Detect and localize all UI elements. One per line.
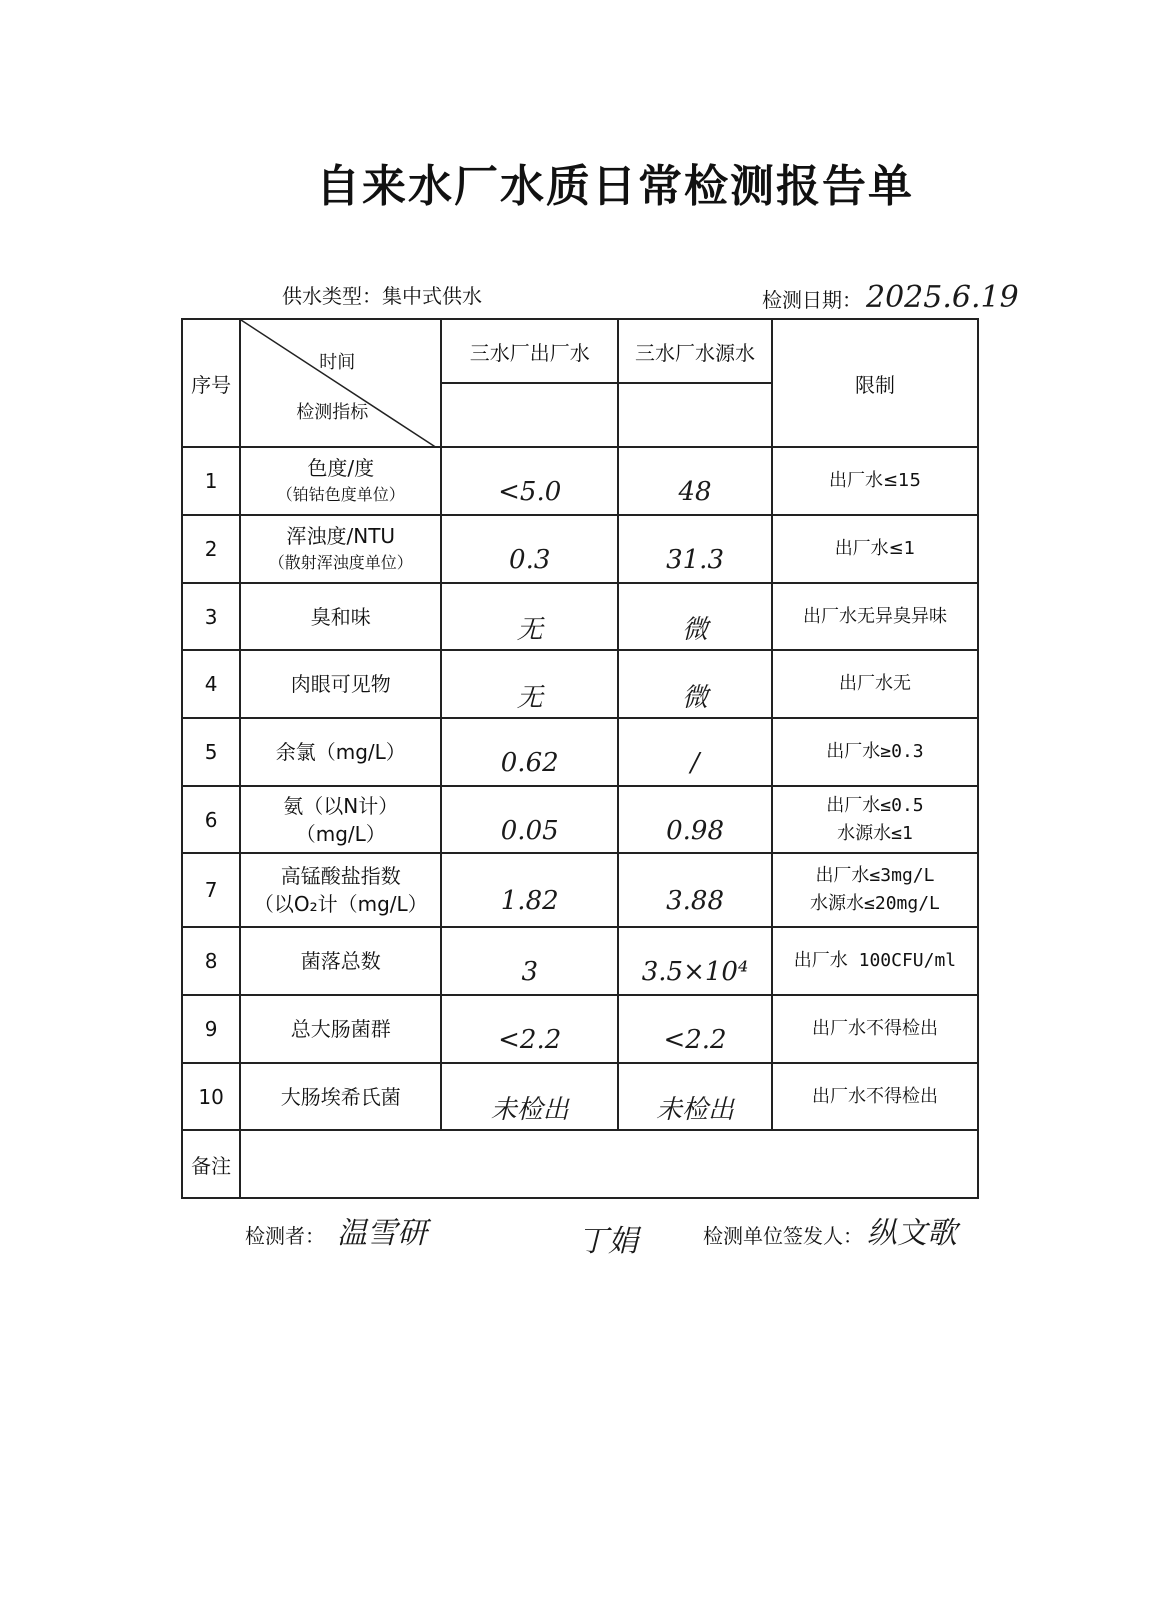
row-item xyxy=(240,927,441,995)
row-value-col2 xyxy=(618,786,772,853)
table-row xyxy=(182,650,978,718)
item-name: 臭和味 xyxy=(310,604,371,629)
row-value-col2 xyxy=(618,1063,772,1130)
value-col1: 无 xyxy=(516,615,543,645)
row-limit xyxy=(772,853,978,927)
row-item xyxy=(240,995,441,1063)
report-title: 自来水厂水质日常检测报告单 xyxy=(316,161,914,212)
row-seq: 5 xyxy=(182,718,240,786)
table-row xyxy=(182,583,978,650)
row-value-col1 xyxy=(441,1063,618,1130)
row-value-col2 xyxy=(618,650,772,718)
item-name: 氨（以N计） xyxy=(283,793,399,818)
diagonal-line xyxy=(241,320,437,448)
header-seq: 序号 xyxy=(182,319,240,447)
value-col2: 微 xyxy=(682,615,709,645)
item-unit: （以O₂计（mg/L） xyxy=(253,892,428,916)
row-value-col1 xyxy=(441,995,618,1063)
row-item xyxy=(240,853,441,927)
test-date xyxy=(762,280,1019,315)
row-value-col1 xyxy=(441,786,618,853)
issuer-signature: 纵文歌 xyxy=(867,1216,957,1251)
tester-signature: 温雪研 xyxy=(337,1216,427,1251)
limit-line: 水源水≤1 xyxy=(837,822,913,844)
row-value-col2 xyxy=(618,718,772,786)
item-name: 色度/度 xyxy=(307,456,375,480)
row-item xyxy=(240,447,441,515)
limit-line: 出厂水无异臭异味 xyxy=(802,605,947,627)
row-seq: 3 xyxy=(182,583,240,650)
row-seq: 1 xyxy=(182,447,240,515)
limit-line: 出厂水不得检出 xyxy=(811,1018,938,1039)
row-value-col2 xyxy=(618,583,772,650)
test-date-label: 检测日期： xyxy=(762,288,862,312)
row-item xyxy=(240,1063,441,1130)
value-col2: 未检出 xyxy=(656,1095,735,1125)
table-row xyxy=(182,515,978,583)
table-row xyxy=(182,447,978,515)
header-col1: 三水厂出厂水 xyxy=(441,319,618,383)
supply-type xyxy=(282,280,482,309)
limit-line: 出厂水≤15 xyxy=(828,470,921,491)
test-date-value: 2025.6.19 xyxy=(866,280,1019,315)
row-value-col1 xyxy=(441,927,618,995)
item-name: 高锰酸盐指数 xyxy=(280,864,401,888)
supply-type-label: 供水类型： xyxy=(282,284,382,308)
row-value-col1 xyxy=(441,650,618,718)
table-row xyxy=(182,995,978,1063)
row-value-col2 xyxy=(618,853,772,927)
remarks-value xyxy=(240,1130,978,1198)
header-diagonal-cell xyxy=(240,319,441,447)
item-unit: （铂钴色度单位） xyxy=(276,485,405,504)
value-col2: 0.98 xyxy=(666,815,724,846)
value-col2: <2.2 xyxy=(663,1025,727,1055)
header-col1-blank xyxy=(441,383,618,447)
item-name: 肉眼可见物 xyxy=(290,672,391,696)
header-indicator: 检测指标 xyxy=(296,402,369,423)
row-limit xyxy=(772,995,978,1063)
row-value-col2 xyxy=(618,447,772,515)
header-row-1 xyxy=(182,319,978,383)
value-col2: 3.88 xyxy=(666,886,724,916)
results-table xyxy=(181,318,979,1199)
item-name: 余氯（mg/L） xyxy=(275,740,406,764)
value-col1: <5.0 xyxy=(498,477,562,507)
row-limit xyxy=(772,447,978,515)
row-value-col2 xyxy=(618,927,772,995)
row-item xyxy=(240,650,441,718)
limit-line: 水源水≤20mg/L xyxy=(810,893,940,914)
row-value-col2 xyxy=(618,995,772,1063)
header-col2-blank xyxy=(618,383,772,447)
supply-type-value: 集中式供水 xyxy=(382,284,482,308)
row-item xyxy=(240,583,441,650)
value-col2: 微 xyxy=(682,682,709,713)
value-col1: <2.2 xyxy=(498,1025,562,1055)
table-row xyxy=(182,927,978,995)
value-col2: 31.3 xyxy=(666,545,724,575)
remarks-row xyxy=(182,1130,978,1198)
row-limit xyxy=(772,718,978,786)
header-time: 时间 xyxy=(319,352,356,373)
table-row xyxy=(182,853,978,927)
row-value-col1 xyxy=(441,583,618,650)
row-seq: 7 xyxy=(182,853,240,927)
row-seq: 9 xyxy=(182,995,240,1063)
item-name: 总大肠菌群 xyxy=(290,1017,391,1041)
value-col1: 无 xyxy=(516,682,543,713)
limit-line: 出厂水 100CFU/ml xyxy=(793,950,957,971)
table-row xyxy=(182,718,978,786)
table-row xyxy=(182,786,978,853)
row-item xyxy=(240,786,441,853)
limit-line: 出厂水≥0.3 xyxy=(826,741,924,762)
value-col1: 0.62 xyxy=(500,748,559,778)
item-unit: （mg/L） xyxy=(295,821,386,846)
second-tester-signature: 丁娟 xyxy=(578,1224,638,1259)
row-limit xyxy=(772,927,978,995)
remarks-label: 备注 xyxy=(182,1130,240,1198)
row-limit xyxy=(772,515,978,583)
value-col1: 未检出 xyxy=(490,1095,569,1125)
row-seq: 8 xyxy=(182,927,240,995)
tester-label: 检测者： xyxy=(245,1224,325,1248)
value-col1: 3 xyxy=(521,957,538,987)
item-name: 浑浊度/NTU xyxy=(286,524,396,548)
second-tester xyxy=(578,1216,638,1260)
limit-line: 出厂水≤0.5 xyxy=(826,794,924,816)
header-limit: 限制 xyxy=(772,319,978,447)
item-unit: （散射浑浊度单位） xyxy=(268,553,413,572)
row-limit xyxy=(772,650,978,718)
row-item xyxy=(240,718,441,786)
row-limit xyxy=(772,583,978,650)
row-seq: 6 xyxy=(182,786,240,853)
value-col2: 48 xyxy=(678,477,712,507)
tester xyxy=(245,1208,427,1252)
limit-line: 出厂水不得检出 xyxy=(811,1085,938,1107)
table-row xyxy=(182,1063,978,1130)
header-col2: 三水厂水源水 xyxy=(618,319,772,383)
issuer xyxy=(703,1208,957,1252)
value-col1: 0.3 xyxy=(509,545,551,575)
row-value-col2 xyxy=(618,515,772,583)
row-seq: 10 xyxy=(182,1063,240,1130)
item-name: 大肠埃希氏菌 xyxy=(280,1084,401,1109)
limit-line: 出厂水≤3mg/L xyxy=(815,865,935,886)
row-limit xyxy=(772,786,978,853)
limit-line: 出厂水无 xyxy=(838,673,911,694)
value-col2: / xyxy=(690,748,700,778)
row-seq: 2 xyxy=(182,515,240,583)
row-value-col1 xyxy=(441,718,618,786)
row-item xyxy=(240,515,441,583)
row-limit xyxy=(772,1063,978,1130)
value-col1: 1.82 xyxy=(500,886,559,916)
value-col1: 0.05 xyxy=(500,815,559,846)
row-value-col1 xyxy=(441,853,618,927)
item-name: 菌落总数 xyxy=(300,949,381,973)
value-col2: 3.5×10⁴ xyxy=(641,957,749,987)
row-value-col1 xyxy=(441,447,618,515)
row-value-col1 xyxy=(441,515,618,583)
row-seq: 4 xyxy=(182,650,240,718)
limit-line: 出厂水≤1 xyxy=(834,538,916,559)
issuer-label: 检测单位签发人： xyxy=(703,1224,863,1248)
